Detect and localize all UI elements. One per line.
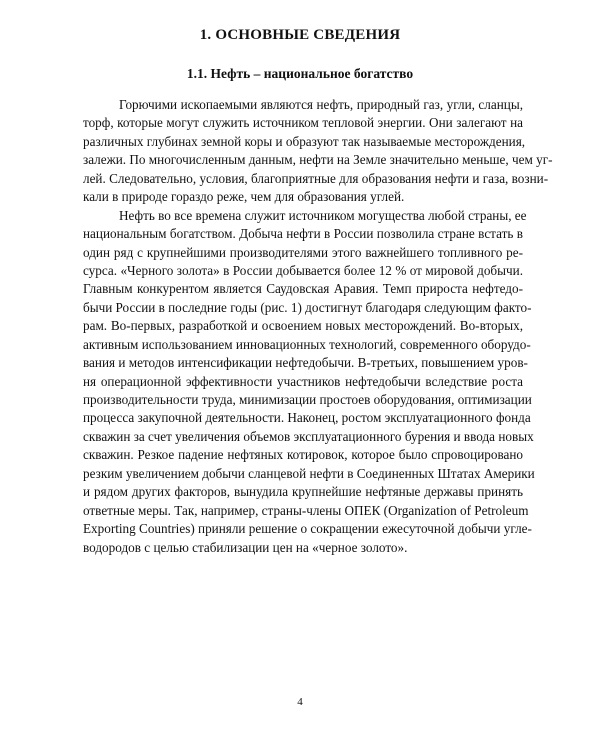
text-line: кали в природе гораздо реже, чем для образования углей. xyxy=(83,189,405,205)
section-title: 1.1. Нефть – национальное богатство xyxy=(186,66,414,81)
text-line: Нефть во все времена служит источником могущества любой страны, ее xyxy=(119,207,527,223)
text-line: Горючими ископаемыми являются нефть, природный газ, угли, сланцы, xyxy=(119,97,523,112)
text-line: залежи. По многочисленным данным, нефти на Земле значительно меньше, чем уг- xyxy=(83,152,553,168)
text-line: один ряд с крупнейшими производителями этого важнейшего топливного ре- xyxy=(83,244,523,260)
text-line: рам. Во-первых, разработкой и освоением новых месторождений. Во-вторых, xyxy=(83,318,523,334)
text-line: ня операционной эффективности участников нефтедобычи вследствие роста xyxy=(83,373,523,389)
text-line: Главным конкурентом является Саудовская Аравия. Темп прироста нефтедо- xyxy=(83,281,523,297)
text-line: бычи России в последние годы (рис. 1) достигнут благодаря следующим факто- xyxy=(83,299,532,315)
text-line: лей. Следовательно, условия, благоприятные для образования нефти и газа, возни- xyxy=(83,170,549,186)
text-line: скважин. Резкое падение нефтяных котировок, которое было спровоцировано xyxy=(83,447,523,463)
body-text xyxy=(83,96,553,557)
page-number: 4 xyxy=(297,696,303,708)
text-line: производительности труда, минимизации простоев оборудования, оптимизации xyxy=(83,392,532,407)
text-line: вания и методов интенсификации нефтедобычи. В-третьих, повышением уров- xyxy=(83,355,528,371)
text-line: Exporting Countries) приняли решение о сокращении ежесуточной добычи угле- xyxy=(83,521,532,537)
text-line: водородов с целью стабилизации цен на «черное золото». xyxy=(83,539,408,555)
text-line: процесса закупочной деятельности. Наконец, ростом эксплуатационного фонда xyxy=(83,410,531,426)
text-line: скважин за счет увеличения объемов эксплуатационного бурения и ввода новых xyxy=(83,428,534,444)
text-line: и рядом других факторов, вынудила крупнейшие нефтяные державы принять xyxy=(83,484,523,500)
text-line: различных глубинах земной коры и образуют так называемые месторождения, xyxy=(83,133,526,149)
text-line: национальным богатством. Добыча нефти в России позволила стране встать в xyxy=(83,226,523,242)
text-line: торф, которые могут служить источником тепловой энергии. Они залегают на xyxy=(83,115,523,131)
chapter-title: 1. ОСНОВНЫЕ СВЕДЕНИЯ xyxy=(199,27,401,43)
text-line: ответные меры. Так, например, страны-члены ОПЕК (Organization of Petroleum xyxy=(83,502,529,518)
text-line: резким увеличением добычи сланцевой нефти в Соединенных Штатах Америки xyxy=(83,465,535,481)
text-line: сурса. «Черного золота» в России добывается более 12 % от мировой добычи. xyxy=(83,262,523,278)
text-line: активным использованием инновационных технологий, современного оборудо- xyxy=(83,336,531,352)
